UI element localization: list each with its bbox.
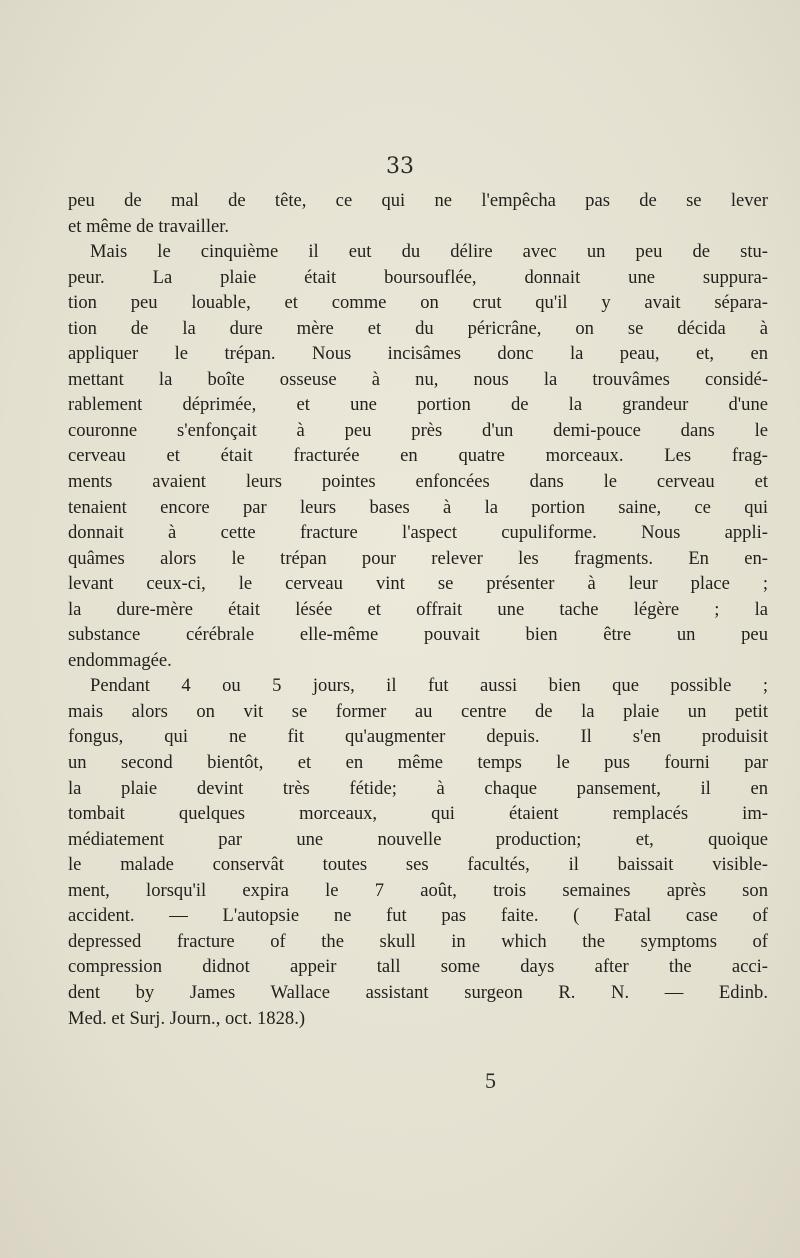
text-line: substance cérébrale elle-même pouvait bien être un peu [68,624,768,646]
text-line: Mais le cinquième il eut du délire avec un peu de stu- [90,241,768,263]
text-line: un second bientôt, et en même temps le pus fourni par [68,752,768,774]
text-line: donnait à cette fracture l'aspect cupuliforme. Nous appli- [68,522,768,544]
text-line: accident. — L'autopsie ne fut pas faite. ( Fatal case of [68,905,768,927]
text-line: tion peu louable, et comme on crut qu'il y avait sépara- [68,292,768,314]
text-line: la dure-mère était lésée et offrait une tache légère ; la [68,598,768,620]
text-line: médiatement par une nouvelle production; et, quoique [68,828,768,850]
text-line: peu de mal de tête, ce qui ne l'empêcha pas de se lever [68,190,768,211]
text-line: la plaie devint très fétide; à chaque pansement, il en [68,777,768,799]
text-line: ments avaient leurs pointes enfoncées dans le cerveau et [68,471,768,493]
text-line: rablement déprimée, et une portion de la grandeur d'une [68,394,768,416]
text-line: endommagée. [68,649,172,671]
text-line: compression didnot appeir tall some days after the acci- [68,956,768,978]
text-line: mettant la boîte osseuse à nu, nous la trouvâmes considé- [68,368,768,390]
text-line: fongus, qui ne fit qu'augmenter depuis. Il s'en produisit [68,726,768,748]
text-line: peur. La plaie était boursouflée, donnait une suppura- [68,266,768,288]
text-line: depressed fracture of the skull in which the symptoms of [68,930,768,952]
text-line: ment, lorsqu'il expira le 7 août, trois semaines après son [68,879,768,901]
text-line: cerveau et était fracturée en quatre morceaux. Les frag- [68,445,768,467]
signature-mark: 5 [485,1068,496,1093]
text-line: Pendant 4 ou 5 jours, il fut aussi bien que possible ; [90,675,768,697]
page-number: 33 [386,154,414,179]
body-text [68,188,768,1031]
text-line: couronne s'enfonçait à peu près d'un demi-pouce dans le [68,419,768,441]
text-line: quâmes alors le trépan pour relever les fragments. En en- [68,547,768,569]
text-line: dent by James Wallace assistant surgeon R. N. — Edinb. [68,981,768,1003]
text-line: appliquer le trépan. Nous incisâmes donc la peau, et, en [68,343,768,365]
text-line: mais alors on vit se former au centre de la plaie un petit [68,700,768,722]
text-line: tenaient encore par leurs bases à la portion saine, ce qui [68,496,768,518]
text-line: et même de travailler. [68,215,230,237]
text-line: le malade conservât toutes ses facultés, il baissait visible- [68,854,768,876]
text-line: levant ceux-ci, le cerveau vint se présenter à leur place ; [68,573,768,595]
text-line: Med. et Surj. Journ., oct. 1828.) [68,1007,306,1029]
text-line: tombait quelques morceaux, qui étaient remplacés im- [68,803,768,825]
text-line: tion de la dure mère et du péricrâne, on se décida à [68,317,768,339]
